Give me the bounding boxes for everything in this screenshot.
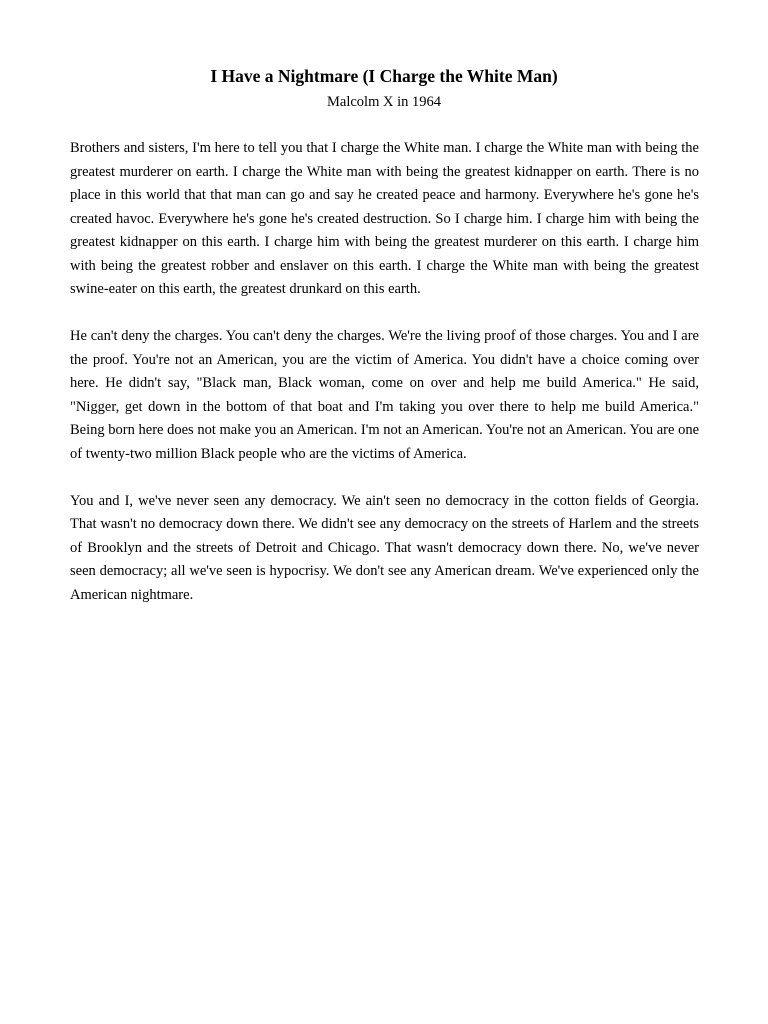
- paragraph-1: Brothers and sisters, I'm here to tell you that I charge the White man. I charge the White man with being the greatest murderer on earth. I charge the White man with being the greatest kidnapper on earth. There is no place in this world that that man can go and say he created peace and harmony. Everywhere he's gone he's created havoc. Everywhere he's gone he's created destruction. So I charge him. I charge him with being the greatest kidnapper on this earth. I charge him with being the greatest murderer on this earth. I charge him with being the greatest robber and enslaver on this earth. I charge the White man with being the greatest swine-eater on this earth, the greatest drunkard on this earth.: [70, 140, 699, 297]
- document-subtitle: Malcolm X in 1964: [327, 94, 441, 110]
- document-body: [70, 137, 699, 631]
- paragraph-3: You and I, we've never seen any democracy. We ain't seen no democracy in the cotton fields of Georgia. That wasn't no democracy down there. We didn't see any democracy on the streets of Harlem and the streets of Brooklyn and the streets of Detroit and Chicago. That wasn't democracy down there. No, we've never seen democracy; all we've seen is hypocrisy. We don't see any American dream. We've experienced only the American nightmare.: [70, 492, 699, 603]
- document-title: I Have a Nightmare (I Charge the White Man): [210, 66, 558, 86]
- paragraph-2: He can't deny the charges. You can't deny the charges. We're the living proof of those charges. You and I are the proof. You're not an American, you are the victim of America. You didn't have a choice coming over here. He didn't say, "Black man, Black woman, come on over and help me build America." He said, "Nigger, get down in the bottom of that boat and I'm taking you over there to help me build America." Being born here does not make you an American. I'm not an American. You're not an American. You are one of twenty-two million Black people who are the victims of America.: [70, 328, 699, 462]
